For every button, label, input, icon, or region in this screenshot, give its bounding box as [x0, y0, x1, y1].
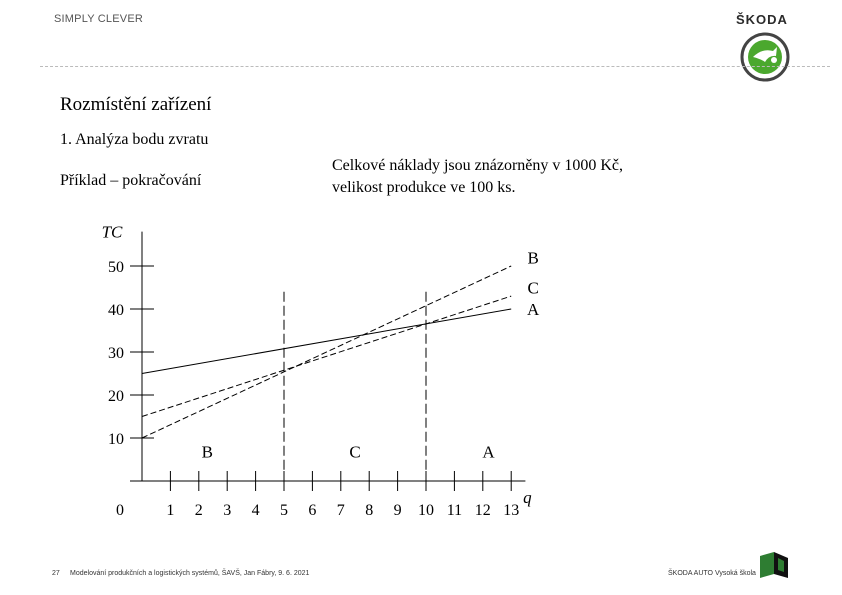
x-tick-label-13: 13 — [503, 502, 520, 519]
series-line-a — [142, 309, 511, 374]
y-tick-label-40: 40 — [108, 302, 124, 319]
slide-subtitle: 1. Analýza bodu zvratu — [60, 131, 209, 148]
x-tick-label-0: 0 — [116, 502, 124, 519]
x-tick-label-11: 11 — [446, 502, 463, 519]
skoda-logo-text: ŠKODA — [736, 12, 788, 27]
y-tick-label-50: 50 — [108, 259, 124, 276]
x-tick-label-7: 7 — [336, 502, 345, 519]
footer-citation: Modelování produkčních a logistických systémů, ŠAVŠ, Jan Fábry, 9. 6. 2021 — [70, 570, 310, 577]
x-tick-label-1: 1 — [166, 502, 175, 519]
x-tick-label-6: 6 — [308, 502, 317, 519]
example-heading: Příklad – pokračování — [60, 172, 202, 189]
x-tick-label-9: 9 — [393, 502, 402, 519]
series-line-c — [142, 296, 511, 416]
region-label-c: C — [349, 442, 361, 462]
x-tick-label-2: 2 — [194, 502, 203, 519]
series-label-a: A — [527, 300, 540, 319]
x-tick-label-5: 5 — [280, 502, 288, 519]
footer-school-name: ŠKODA AUTO Vysoká škola — [668, 570, 756, 577]
page-number: 27 — [52, 570, 60, 577]
series-label-b: B — [527, 248, 539, 268]
region-label-a: A — [482, 442, 495, 462]
series-label-c: C — [527, 278, 539, 298]
slide-title: Rozmístění zařízení — [60, 94, 212, 115]
units-note-line-2: velikost produkce ve 100 ks. — [332, 179, 516, 196]
x-tick-label-10: 10 — [418, 502, 434, 519]
y-tick-label-10: 10 — [108, 431, 124, 448]
y-axis-label: TC — [101, 222, 123, 242]
school-flag-icon — [758, 552, 794, 578]
region-label-b: B — [201, 442, 213, 462]
x-tick-label-8: 8 — [365, 502, 374, 519]
units-note-line-1: Celkové náklady jsou znázorněny v 1000 Kč, — [332, 157, 624, 174]
series-line-b — [142, 266, 511, 438]
y-tick-label-20: 20 — [108, 388, 124, 405]
x-axis-label: q — [523, 488, 532, 507]
x-tick-label-12: 12 — [474, 502, 491, 519]
x-tick-label-4: 4 — [251, 502, 260, 519]
brand-tagline: SIMPLY CLEVER — [54, 13, 144, 25]
y-tick-label-30: 30 — [108, 345, 124, 362]
x-tick-label-3: 3 — [223, 502, 232, 519]
